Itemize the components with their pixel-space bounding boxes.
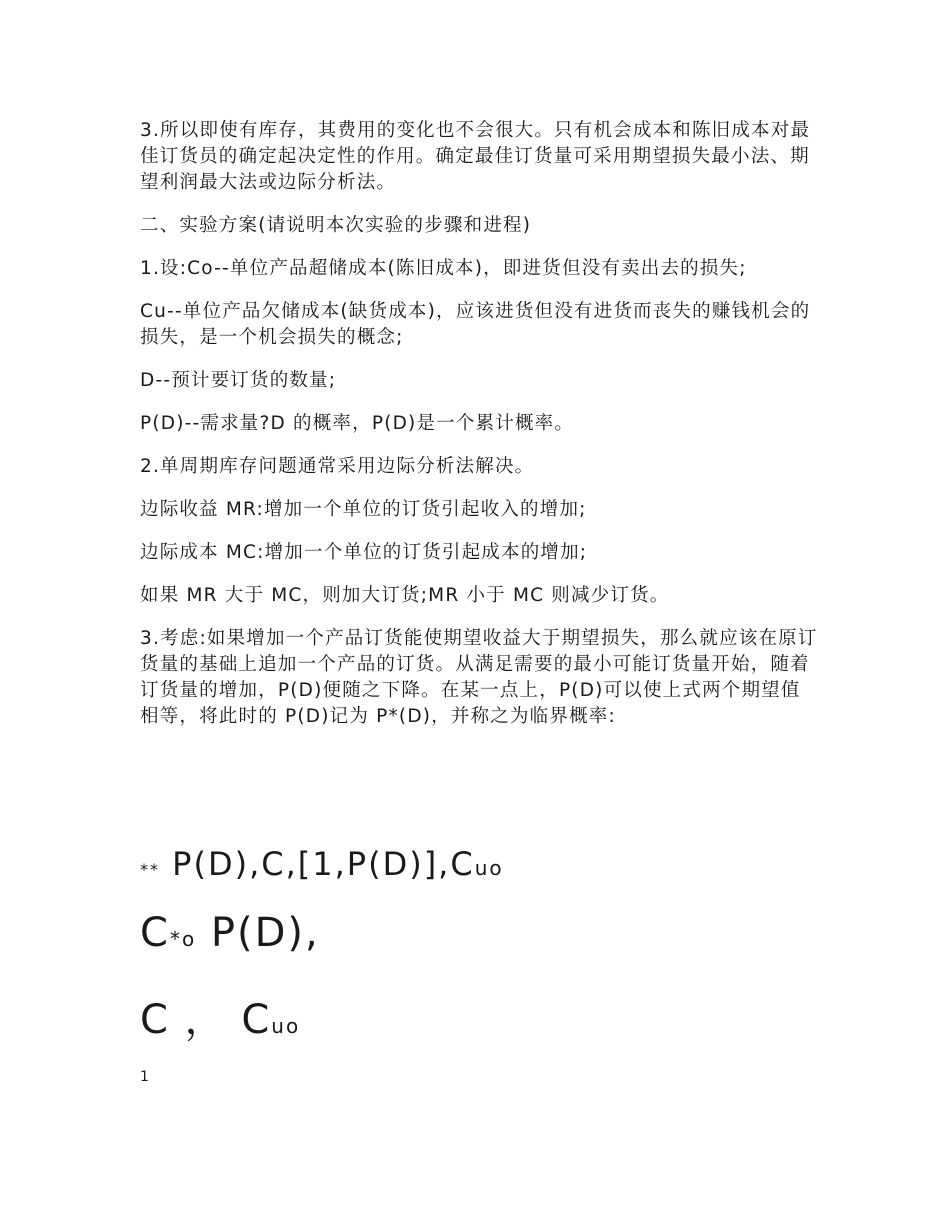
page-number: 1	[140, 1069, 149, 1085]
body-text	[140, 118, 820, 747]
formula-subscript: uo	[474, 856, 504, 880]
formula-prefix: **	[140, 860, 160, 879]
paragraph-define-co: 1.设:Co--单位产品超储成本(陈旧成本)，即进货但没有卖出去的损失;	[140, 258, 747, 279]
paragraph-critical-probability: 3.考虑:如果增加一个产品订货能使期望收益大于期望损失，那么就应该在原订货量的基础上追加一个产品的订货。从满足需要的最小可能订货量开始，随着订货量的增加，P(D)便随之下降。在某一点上，P(D)可以使上式两个期望值相等，将此时的 P(D)记为 P*(D)，并称之为临界概率:	[140, 628, 818, 727]
paragraph-marginal-cost: 边际成本 MC:增加一个单位的订货引起成本的增加;	[140, 542, 588, 563]
paragraph-marginal-revenue: 边际收益 MR:增加一个单位的订货引起收入的增加;	[140, 499, 587, 520]
paragraph-marginal-analysis: 2.单周期库存问题通常采用边际分析法解决。	[140, 456, 535, 477]
section-heading-experiment-plan: 二、实验方案(请说明本次实验的步骤和进程)	[140, 215, 532, 236]
formula-subscript: uo	[271, 1014, 301, 1038]
formula-line-2	[140, 905, 320, 967]
formula-expression: P(D),C,[1,P(D)],C	[172, 845, 475, 883]
paragraph-cost-note: 3.所以即使有库存，其费用的变化也不会很大。只有机会成本和陈旧成本对最佳订货员的确定起决定性的作用。确定最佳订货量可采用期望损失最小法、期望利润最大法或边际分析法。	[140, 120, 811, 193]
formula-expression: C ， C	[140, 997, 272, 1043]
paragraph-define-cu: Cu--单位产品欠储成本(缺货成本)，应该进货但没有进货而丧失的赚钱机会的损失，是一个机会损失的概念;	[140, 301, 811, 348]
paragraph-define-pd: P(D)--需求量?D 的概率，P(D)是一个累计概率。	[140, 413, 575, 434]
formula-symbol-c: C	[140, 910, 170, 956]
formula-line-1	[140, 842, 504, 892]
formula-subscript: *o	[169, 927, 197, 951]
paragraph-define-d: D--预计要订货的数量;	[140, 370, 337, 391]
paragraph-mr-mc-rule: 如果 MR 大于 MC，则加大订货;MR 小于 MC 则减少订货。	[140, 585, 670, 606]
formula-line-3	[140, 992, 300, 1054]
formula-expression: P(D),	[210, 910, 320, 956]
